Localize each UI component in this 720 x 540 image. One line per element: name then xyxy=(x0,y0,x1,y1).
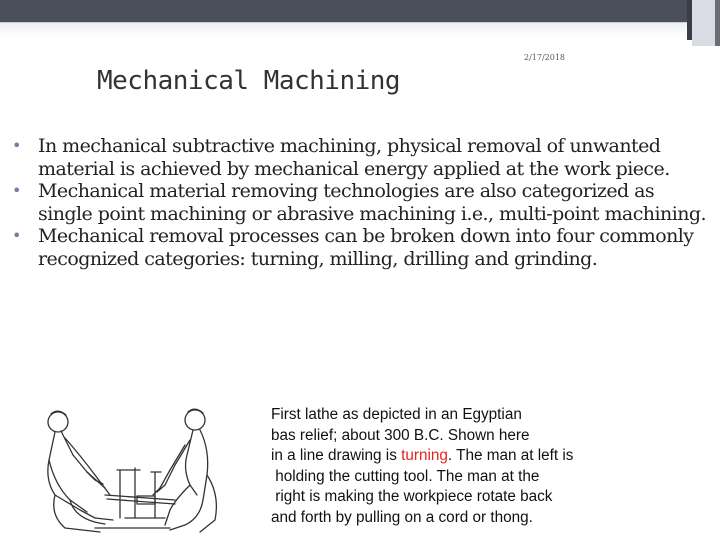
bullet-text: Mechanical removal processes can be broken down into four commonly recognized categories: turning, milling, drilling and grinding. xyxy=(38,225,694,270)
caption-line: right is making the workpiece rotate back xyxy=(271,488,553,505)
slide-title: Mechanical Machining xyxy=(97,66,401,96)
caption-line: and forth by pulling on a cord or thong. xyxy=(271,508,533,526)
slide-corner-accent xyxy=(687,0,692,40)
bullet-item xyxy=(12,225,712,270)
slide-header-bar xyxy=(0,0,720,22)
caption-line xyxy=(271,446,711,467)
caption-text: . The man at left is xyxy=(447,447,574,464)
bullet-text: Mechanical material removing technologies are also categorized as single point machining or abrasive machining i.e., multi-point machining. xyxy=(38,180,707,225)
bullet-text: In mechanical subtractive machining, physical removal of unwanted material is achieved by mechanical energy applied at the work piece. xyxy=(38,135,670,180)
bullet-list xyxy=(12,135,712,270)
bullet-dot-icon: • xyxy=(12,226,21,245)
slide-corner-accent-edge xyxy=(715,0,720,46)
caption-text: in a line drawing is xyxy=(271,447,402,464)
bullet-item xyxy=(12,135,712,180)
caption-highlight-turning: turning xyxy=(401,447,448,464)
egyptian-lathe-drawing xyxy=(25,400,235,540)
bullet-item xyxy=(12,180,712,225)
slide-date: 2/17/2018 xyxy=(524,53,566,62)
caption-line: First lathe as depicted in an Egyptian xyxy=(271,406,522,423)
slide-header-stripe xyxy=(0,22,720,37)
bullet-dot-icon: • xyxy=(12,181,21,200)
bullet-dot-icon: • xyxy=(12,136,21,155)
caption-line: bas relief; about 300 B.C. Shown here xyxy=(271,426,530,444)
caption-line: holding the cutting tool. The man at the xyxy=(271,467,540,485)
figure-caption xyxy=(271,405,711,528)
